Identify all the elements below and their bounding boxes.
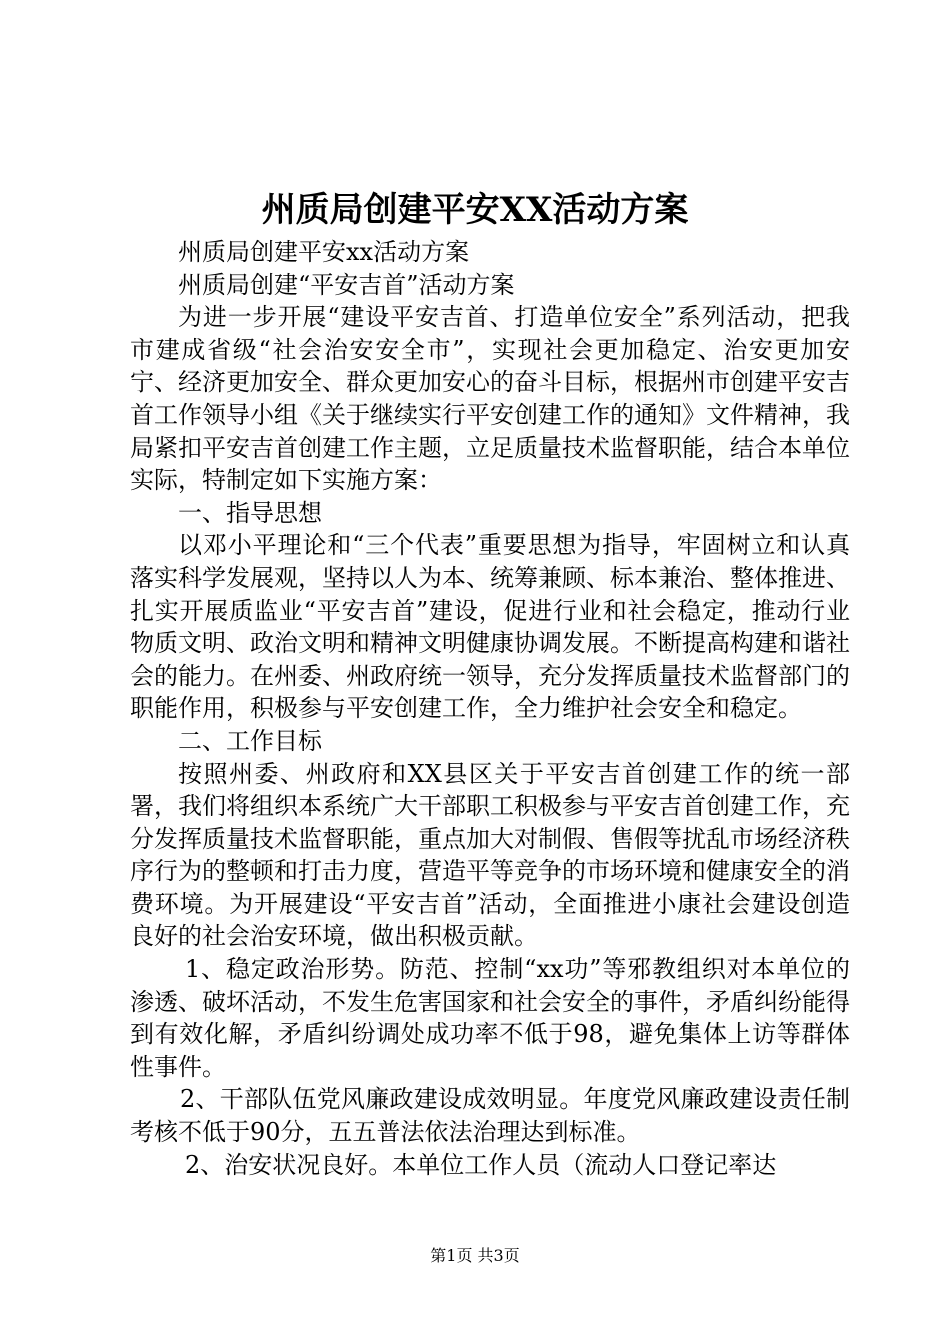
- document-body: [130, 236, 850, 1181]
- document-title: 州质局创建平安XX活动方案: [261, 190, 689, 230]
- list-item: 1、稳定政治形势。防范、控制“xx功”等邪教组织对本单位的渗透、破坏活动，不发生危害国家和社会安全的事件，矛盾纠纷能得到有效化解，矛盾纠纷调处成功率不低于98，避免集体上访等群体性事件。: [130, 955, 850, 1081]
- section-heading: 一、指导思想: [178, 498, 322, 527]
- page-number-footer: 第1页 共3页: [430, 1246, 520, 1265]
- list-item: 2、治安状况良好。本单位工作人员（流动人口登记率达: [185, 1150, 777, 1179]
- body-paragraph: 为进一步开展“建设平安吉首、打造单位安全”系列活动，把我市建成省级“社会治安安全市”，实现社会更加稳定、治安更加安宁、经济更加安全、群众更加安心的奋斗目标，根据州市创建平安吉首工作领导小组《关于继续实行平安创建工作的通知》文件精神，我局紧扣平安吉首创建工作主题，立足质量技术监督职能，结合本单位实际，特制定如下实施方案：: [130, 303, 850, 495]
- subtitle-paragraph: 州质局创建“平安吉首”活动方案: [178, 270, 515, 299]
- body-paragraph: 以邓小平理论和“三个代表”重要思想为指导，牢固树立和认真落实科学发展观，坚持以人为本、统筹兼顾、标本兼治、整体推进、扎实开展质监业“平安吉首”建设，促进行业和社会稳定，推动行业物质文明、政治文明和精神文明健康协调发展。不断提高构建和谐社会的能力。在州委、州政府统一领导，充分发挥质量技术监督部门的职能作用，积极参与平安创建工作，全力维护社会安全和稳定。: [130, 531, 850, 723]
- list-item: 2、干部队伍党风廉政建设成效明显。年度党风廉政建设责任制考核不低于90分，五五普法依法治理达到标准。: [130, 1085, 850, 1147]
- subtitle-paragraph: 州质局创建平安xx活动方案: [178, 238, 470, 266]
- section-heading: 二、工作目标: [178, 726, 322, 755]
- body-paragraph: 按照州委、州政府和XX县区关于平安吉首创建工作的统一部署，我们将组织本系统广大干部职工积极参与平安吉首创建工作，充分发挥质量技术监督职能，重点加大对制假、售假等扰乱市场经济秩序行为的整顿和打击力度，营造平等竞争的市场环境和健康安全的消费环境。为开展建设“平安吉首”活动，全面推进小康社会建设创造良好的社会治安环境，做出积极贡献。: [130, 759, 850, 951]
